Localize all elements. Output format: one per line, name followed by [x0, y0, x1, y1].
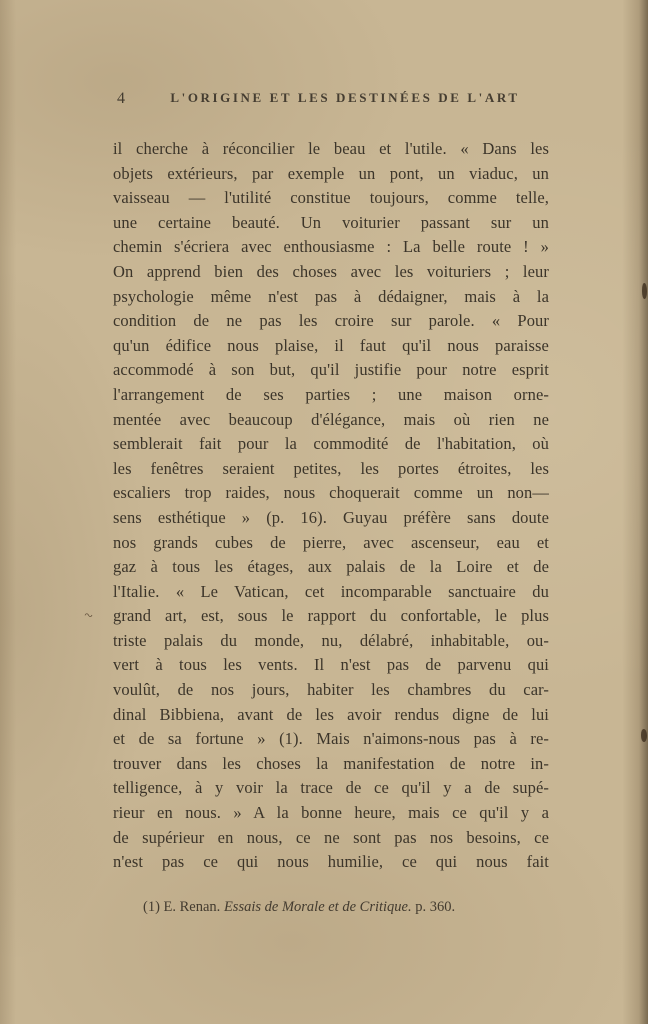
footnote-prefix: (1) E. Renan.	[143, 899, 224, 915]
text-line: rieur en nous. » A la bonne heure, mais ce qu'il y a	[113, 803, 549, 823]
text-line: voulût, de nos jours, habiter les chambres du car-	[113, 680, 549, 700]
text-line: nos grands cubes de pierre, avec ascenseur, eau et	[113, 532, 549, 552]
text-line: vert à tous les vents. Il n'est pas de parvenu qui	[113, 655, 549, 675]
text-line: une certaine beauté. Un voiturier passant sur un	[113, 212, 549, 232]
text-line: qu'un édifice nous plaise, il faut qu'il nous paraisse	[113, 335, 549, 355]
text-line: il cherche à réconcilier le beau et l'utile. « Dans les	[113, 139, 549, 158]
running-title: L'ORIGINE ET LES DESTINÉES DE L'ART	[170, 90, 520, 105]
text-line: les fenêtres seraient petites, les portes étroites, les	[113, 458, 549, 478]
footnote-suffix: p. 360.	[411, 899, 456, 915]
text-line: psychologie même n'est pas à dédaigner, mais à la	[113, 286, 549, 306]
text-line: l'Italie. « Le Vatican, cet incomparable sanctuaire du	[113, 581, 549, 601]
text-line: et de sa fortune » (1). Mais n'aimons-nous pas à re-	[113, 729, 549, 749]
page-edge-ink-mark	[642, 283, 647, 299]
text-line: l'arrangement de ses parties ; une maison orne-	[113, 384, 549, 404]
text-line: mentée avec beaucoup d'élégance, mais où rien ne	[113, 409, 549, 429]
text-line: objets extérieurs, par exemple un pont, un viaduc, un	[113, 163, 549, 183]
footnote	[143, 899, 563, 916]
text-line: escaliers trop raides, nous choquerait comme un non—	[113, 483, 549, 503]
footnote-book-title: Essais de Morale et de Critique.	[223, 899, 412, 915]
body-text	[113, 137, 549, 875]
page-edge-ink-mark	[641, 729, 647, 742]
text-line: triste palais du monde, nu, délabré, inhabitable, ou-	[113, 630, 549, 650]
text-line: grand art, est, sous le rapport du confortable, le plus	[113, 606, 549, 626]
text-line: dinal Bibbiena, avant de les avoir rendus digne de lui	[113, 704, 549, 724]
text-line: de supérieur en nous, ce ne sont pas nos besoins, ce	[113, 827, 549, 847]
text-line: telligence, à y voir la trace de ce qu'il y a de supé-	[113, 778, 549, 798]
text-line: On apprend bien des choses avec les voituriers ; leur	[113, 261, 549, 281]
text-line: gaz à tous les étages, aux palais de la Loire et de	[113, 557, 549, 577]
text-line: n'est pas ce qui nous humilie, ce qui nous fait	[113, 852, 549, 872]
text-line: condition de ne pas les croire sur parole. « Pour	[113, 311, 549, 331]
text-line: trouver dans les choses la manifestation de notre in-	[113, 753, 549, 773]
running-head	[113, 90, 549, 110]
text-line: accommodé à son but, qu'il justifie pour notre esprit	[113, 360, 549, 380]
margin-pencil-mark: ~	[81, 607, 95, 625]
text-line: chemin s'écriera avec enthousiasme : La belle route ! »	[113, 237, 549, 257]
page-number: 4	[117, 90, 125, 107]
text-line: sens esthétique » (p. 16). Guyau préfère sans doute	[113, 507, 549, 527]
text-line: vaisseau — l'utilité constitue toujours, comme telle,	[113, 188, 549, 208]
text-line: semblerait fait pour la commodité de l'habitation, où	[113, 434, 549, 454]
